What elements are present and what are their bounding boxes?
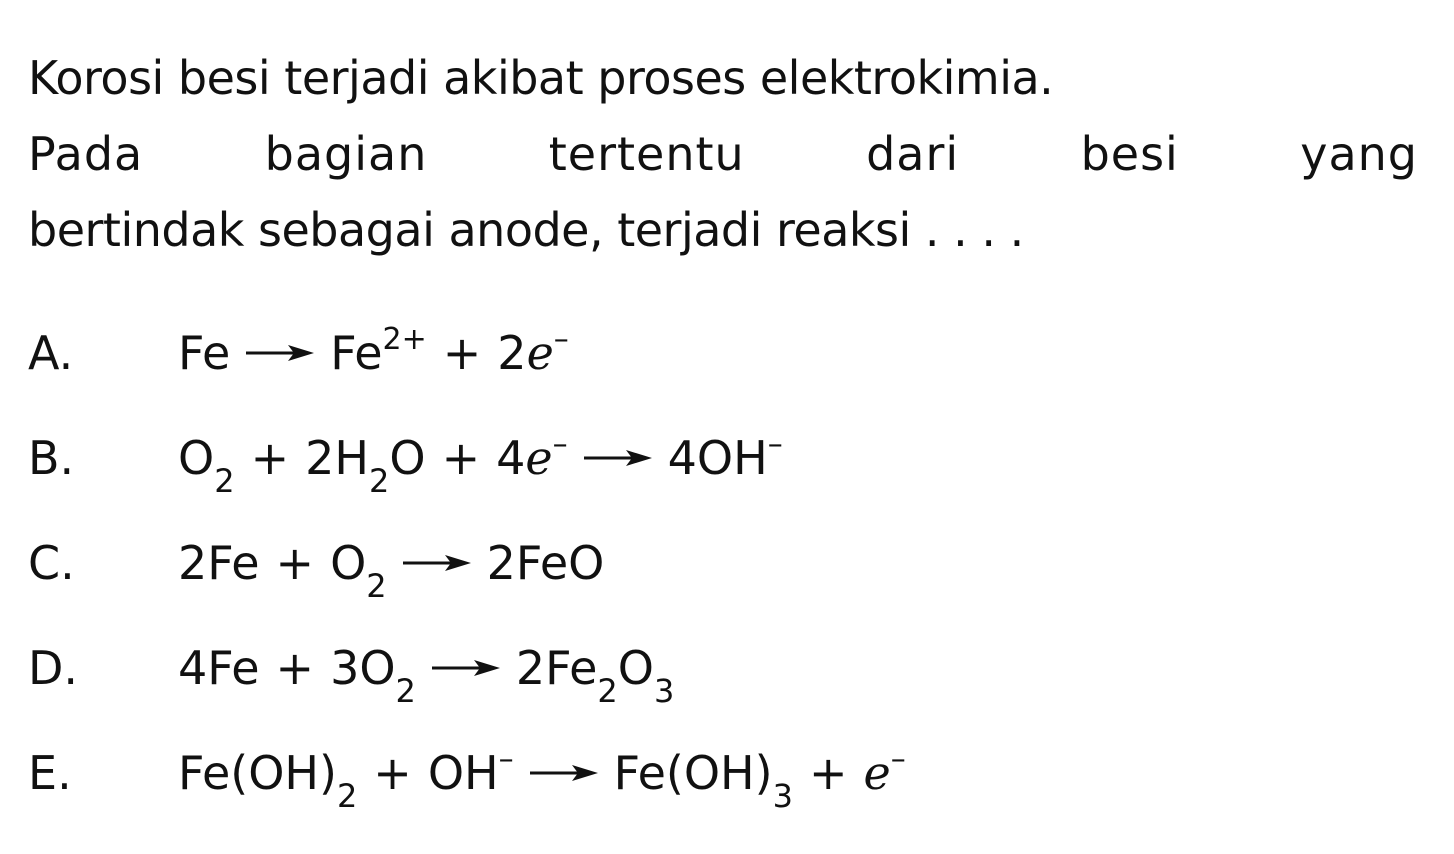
plus-sign: + (373, 746, 412, 800)
chemical-species: $Fe^{2+}$ (330, 322, 427, 380)
chemical-species: $O_2$ (178, 431, 235, 500)
chemical-species: 4OH– (667, 427, 783, 485)
chemical-species: OH– (427, 742, 514, 800)
chemical-species: 2e– (497, 322, 569, 380)
option-letter: A. (28, 326, 74, 380)
option-equation (178, 318, 569, 388)
chemical-species: $Fe(OH)_2$ (178, 746, 358, 815)
option-a[interactable] (28, 318, 1418, 423)
reaction-arrow-icon (430, 658, 502, 678)
chemical-species: $O_2$ (330, 536, 387, 605)
answer-options (28, 318, 1418, 843)
option-letter: B. (28, 431, 75, 485)
plus-sign: + (441, 431, 481, 485)
reaction-arrow-icon (582, 448, 654, 468)
reaction-arrow-icon (401, 553, 473, 573)
question-line-1: Korosi besi terjadi akibat proses elektrokimia. (28, 51, 1054, 105)
chemical-species: 2FeO (486, 536, 605, 590)
chemical-species: $Fe(OH)_3$ (613, 746, 793, 815)
option-c[interactable] (28, 528, 1418, 633)
plus-sign: + (442, 326, 482, 380)
option-equation (178, 633, 675, 710)
plus-sign: + (275, 536, 315, 590)
reaction-arrow-icon (244, 343, 316, 363)
chemical-species: $3O_2$ (330, 641, 416, 710)
option-e[interactable] (28, 738, 1418, 843)
reaction-arrow-icon (528, 763, 600, 783)
plus-sign: + (250, 431, 290, 485)
chemical-species: 4e– (496, 427, 568, 485)
option-b[interactable] (28, 423, 1418, 528)
chemical-species: $2H_2O$ (305, 431, 426, 500)
plus-sign: + (275, 641, 315, 695)
chemical-species: 2Fe (178, 536, 260, 590)
question-line-2: Pada bagian tertentu dari besi yang (28, 127, 1418, 181)
question-line-3: bertindak sebagai anode, terjadi reaksi . . . . (28, 203, 1024, 257)
chemical-species: e– (863, 742, 906, 800)
option-equation (178, 423, 783, 500)
question-text (28, 40, 1418, 268)
option-equation (178, 738, 906, 815)
plus-sign: + (808, 746, 848, 800)
option-letter: E. (28, 746, 72, 800)
chemical-species: $2Fe_2O_3$ (515, 641, 675, 710)
option-d[interactable] (28, 633, 1418, 738)
option-letter: C. (28, 536, 75, 590)
chemical-species: Fe (178, 326, 231, 380)
option-equation (178, 528, 605, 605)
chemical-species: 4Fe (178, 641, 260, 695)
option-letter: D. (28, 641, 79, 695)
